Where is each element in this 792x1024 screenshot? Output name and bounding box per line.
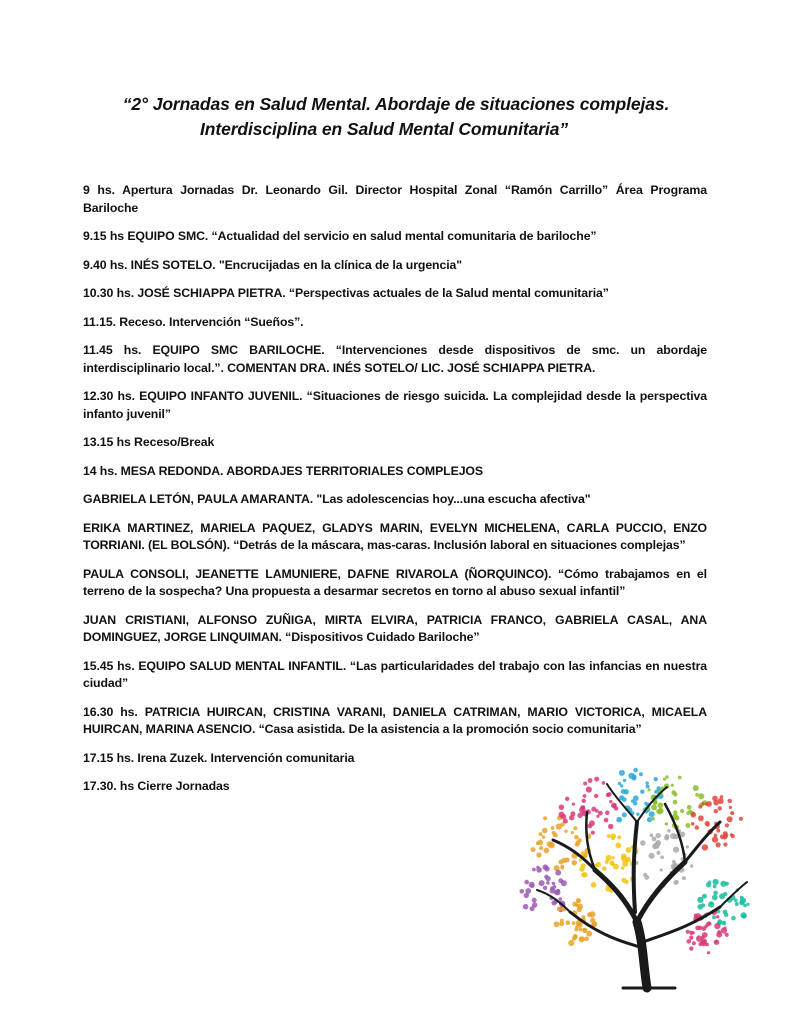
leaf-dot (608, 824, 613, 829)
leaf-dot (605, 811, 610, 816)
leaf-dot (698, 815, 704, 821)
leaf-dot (657, 802, 663, 808)
agenda-item: 15.45 hs. EQUIPO SALUD MENTAL INFANTIL. “Las particularidades del trabajo con las infancias en nuestra ciudad” (83, 658, 707, 690)
leaf-dot (523, 904, 529, 910)
leaf-dot (520, 889, 525, 894)
leaf-dot (687, 939, 692, 944)
leaf-dot (537, 840, 543, 846)
title-line-1: “2° Jornadas en Salud Mental. Abordaje de situaciones complejas. (122, 94, 670, 114)
leaf-dot (560, 919, 564, 923)
leaf-dot (690, 864, 694, 868)
leaf-dot (577, 900, 580, 903)
document-title (0, 92, 792, 142)
leaf-dot (602, 866, 607, 871)
leaf-dot (731, 916, 736, 921)
agenda-item: 17.30. hs Cierre Jornadas (83, 779, 230, 793)
leaf-dot (713, 891, 718, 896)
colorful-tree-illustration (515, 762, 755, 994)
leaf-dot (718, 798, 724, 804)
agenda-list (83, 182, 707, 807)
leaf-dot (702, 844, 708, 850)
leaf-dot (561, 858, 566, 863)
agenda-item: 9.15 hs EQUIPO SMC. “Actualidad del servicio en salud mental comunitaria de bariloche” (83, 229, 597, 243)
agenda-item: 9.40 hs. INÉS SOTELO. "Encrucijadas en la clínica de la urgencia" (83, 257, 462, 272)
leaf-dot (539, 832, 543, 836)
leaf-dot (572, 803, 575, 806)
leaf-dot (621, 866, 625, 870)
leaf-dot (725, 933, 729, 937)
leaf-dot (698, 805, 702, 809)
leaf-dot (595, 809, 599, 813)
leaf-dot (646, 784, 650, 788)
leaf-dot (606, 855, 612, 861)
leaf-dot (719, 893, 725, 899)
leaf-dot (591, 831, 595, 835)
leaf-dot (650, 834, 654, 838)
leaf-dot (654, 777, 658, 781)
leaf-dot (714, 923, 720, 929)
leaf-dot (607, 792, 611, 796)
leaf-dot (532, 898, 537, 903)
leaf-dot (632, 774, 637, 779)
leaf-dot (551, 900, 556, 905)
leaf-dot (532, 868, 536, 872)
leaf-dot (707, 951, 710, 954)
leaf-dot (654, 842, 660, 848)
leaf-dot (691, 822, 695, 826)
leaf-dot (619, 770, 625, 776)
leaf-dot (644, 875, 649, 880)
leaf-dot (621, 789, 626, 794)
leaf-dot (621, 853, 627, 859)
leaf-dot (743, 904, 747, 908)
leaf-dot (686, 930, 690, 934)
leaf-dot (613, 864, 619, 870)
leaf-dot (735, 902, 739, 906)
leaf-dot (639, 772, 643, 776)
leaf-dot (636, 813, 639, 816)
leaf-dot (723, 910, 728, 915)
leaf-dot (584, 937, 589, 942)
leaf-dot (660, 855, 664, 859)
leaf-dot (583, 782, 587, 786)
leaf-dot (569, 815, 574, 820)
leaf-dot (609, 800, 612, 803)
leaf-dot (531, 847, 536, 852)
leaf-dot (607, 834, 611, 838)
leaf-dot (656, 809, 662, 815)
leaf-dot (613, 804, 617, 808)
leaf-dot (746, 903, 749, 906)
leaf-dot (615, 843, 621, 849)
leaf-dot (696, 935, 702, 941)
leaf-dot (579, 859, 582, 862)
leaf-dot (622, 797, 627, 802)
agenda-item: 9 hs. Apertura Jornadas Dr. Leonardo Gil. Director Hospital Zonal “Ramón Carrillo” Área Programa Bariloche (83, 183, 707, 215)
leaf-dot (652, 837, 657, 842)
agenda-item: 13.15 hs Receso/Break (83, 435, 215, 449)
leaf-dot (552, 882, 556, 886)
leaf-dot (586, 787, 592, 793)
leaf-dot (555, 870, 561, 876)
leaf-dot (563, 819, 568, 824)
leaf-dot (671, 784, 674, 787)
leaf-dot (556, 824, 562, 830)
leaf-dot (589, 911, 595, 917)
leaf-dot (686, 811, 690, 815)
leaf-dot (646, 781, 649, 784)
leaf-dot (667, 829, 671, 833)
leaf-dot (560, 866, 564, 870)
leaf-dot (717, 930, 721, 934)
leaf-dot (559, 897, 563, 901)
leaf-dot (680, 809, 684, 813)
leaf-dot (532, 902, 537, 907)
leaf-dot (665, 834, 670, 839)
leaf-dot (713, 885, 717, 889)
leaf-dot (604, 818, 609, 823)
leaf-dot (673, 792, 677, 796)
leaf-dot (712, 895, 718, 901)
leaf-dot (730, 811, 734, 815)
leaf-dot (712, 915, 716, 919)
leaf-dot (731, 834, 735, 838)
leaf-dot (564, 830, 567, 833)
leaf-dot (544, 866, 549, 871)
leaf-dot (552, 831, 556, 835)
leaf-dot (647, 817, 652, 822)
leaf-dot (649, 853, 655, 859)
leaf-dot (554, 921, 560, 927)
leaf-dot (618, 782, 621, 785)
agenda-item: 17.15 hs. Irena Zuzek. Intervención comunitaria (83, 750, 355, 765)
leaf-dot (559, 805, 564, 810)
leaf-dot (714, 940, 719, 945)
leaf-dot (656, 851, 660, 855)
leaf-dot (542, 835, 546, 839)
leaf-dot (651, 804, 657, 810)
leaf-dot (626, 847, 632, 853)
leaf-dot (553, 885, 557, 889)
leaf-dot (720, 834, 725, 839)
leaf-dot (648, 788, 651, 791)
agenda-item: JUAN CRISTIANI, ALFONSO ZUÑIGA, MIRTA ELVIRA, PATRICIA FRANCO, GABRIELA CASAL, ANA DOMINGUEZ, JORGE LINQUIMAN. “Dispositivos Cuidado Bariloche” (83, 612, 707, 644)
leaf-dot (689, 935, 693, 939)
leaf-dot (695, 825, 699, 829)
leaf-dot (542, 828, 548, 834)
leaf-dot (574, 835, 579, 840)
leaf-dot (739, 817, 743, 821)
leaf-dot (706, 922, 710, 926)
leaf-dot (581, 872, 586, 877)
leaf-dot (623, 779, 626, 782)
leaf-dot (588, 824, 593, 829)
leaf-dot (698, 926, 702, 930)
leaf-dot (622, 812, 627, 817)
leaf-dot (714, 834, 718, 838)
leaf-dot (665, 775, 668, 778)
leaf-dot (723, 927, 726, 930)
leaf-dot (678, 776, 682, 780)
leaf-dot (583, 794, 587, 798)
leaf-dot (633, 801, 637, 805)
leaf-dot (582, 799, 586, 803)
agenda-item: 16.30 hs. PATRICIA HUIRCAN, CRISTINA VARANI, DANIELA CATRIMAN, MARIO VICTORICA, MICAELA HUIRCAN, MARINA ASENCIO. “Casa asistida. De la asistencia a la promoción socio comunitaria” (83, 704, 707, 736)
agenda-item: 12.30 hs. EQUIPO INFANTO JUVENIL. “Situaciones de riesgo suicida. La complejidad desde la perspectiva infanto juvenil” (83, 389, 707, 421)
leaf-dot (686, 845, 689, 848)
leaf-dot (561, 880, 567, 886)
leaf-dot (590, 918, 595, 923)
leaf-dot (544, 875, 548, 879)
leaf-dot (716, 829, 720, 833)
leaf-dot (591, 882, 597, 888)
agenda-item: 14 hs. MESA REDONDA. ABORDAJES TERRITORIALES COMPLEJOS (83, 463, 484, 478)
agenda-item: 11.15. Receso. Intervención “Sueños”. (83, 314, 304, 329)
leaf-dot (702, 802, 705, 805)
leaf-dot (633, 795, 639, 801)
leaf-dot (693, 785, 699, 791)
leaf-dot (713, 879, 719, 885)
leaf-dot (729, 806, 732, 809)
leaf-dot (720, 881, 726, 887)
leaf-dot (706, 823, 710, 827)
title-line-2: Interdisciplina en Salud Mental Comunitaria” (199, 119, 569, 139)
leaf-dot (579, 807, 585, 813)
leaf-dot (656, 833, 661, 838)
leaf-dot (685, 823, 690, 828)
agenda-item: ERIKA MARTINEZ, MARIELA PAQUEZ, GLADYS MARIN, EVELYN MICHELENA, CARLA PUCCIO, ENZO TORRIANI. (EL BOLSÓN). “Detrás de la máscara, mas-caras. Inclusión laboral en situaciones complejas” (83, 520, 707, 552)
leaf-dot (640, 790, 644, 794)
leaf-dot (602, 781, 606, 785)
leaf-dot (573, 934, 577, 938)
leaf-dot (611, 833, 616, 838)
leaf-dot (572, 921, 576, 925)
agenda-item: 10.30 hs. JOSÉ SCHIAPPA PIETRA. “Perspectivas actuales de la Salud mental comunitaria” (83, 286, 609, 300)
agenda-item: 11.45 hs. EQUIPO SMC BARILOCHE. “Intervenciones desde dispositivos de smc. un abordaje interdisciplinario local.”. COMENTAN DRA. INÉS SOTELO/ LIC. JOSÉ SCHIAPPA PIETRA. (83, 343, 707, 375)
leaf-dot (716, 842, 721, 847)
leaf-dot (743, 914, 747, 918)
leaf-dot (727, 816, 733, 822)
leaf-dot (593, 923, 597, 927)
leaf-dot (621, 878, 626, 883)
leaf-dot (701, 903, 705, 907)
leaf-dot (543, 816, 547, 820)
leaf-dot (698, 793, 704, 799)
leaf-dot (633, 768, 638, 773)
leaf-dot (575, 903, 579, 907)
leaf-dot (689, 931, 693, 935)
leaf-dot (714, 809, 718, 813)
leaf-dot (612, 856, 615, 859)
leaf-dot (580, 937, 584, 941)
leaf-dot (692, 941, 696, 945)
leaf-dot (728, 799, 732, 803)
leaf-dot (673, 800, 678, 805)
leaf-dot (539, 880, 545, 886)
leaf-dot (546, 881, 550, 885)
leaf-dot (691, 812, 696, 817)
leaf-dot (565, 797, 569, 801)
leaf-dot (579, 928, 583, 932)
leaf-dot (573, 826, 577, 830)
leaf-dot (705, 802, 708, 805)
leaf-dot (673, 847, 679, 853)
leaf-dot (531, 884, 535, 888)
leaf-dot (682, 876, 686, 880)
leaf-dot (551, 826, 555, 830)
leaf-dot (723, 842, 727, 846)
leaf-dot (581, 851, 586, 856)
leaf-dot (649, 811, 655, 817)
leaf-dot (673, 880, 678, 885)
leaf-dot (725, 823, 729, 827)
leaf-dot (640, 840, 645, 845)
leaf-dot (710, 901, 713, 904)
leaf-dot (524, 880, 529, 885)
leaf-dot (616, 817, 622, 823)
leaf-dot (536, 867, 542, 873)
leaf-dot (575, 925, 579, 929)
leaf-dot (579, 867, 584, 872)
leaf-dot (582, 928, 587, 933)
leaf-dot (566, 920, 571, 925)
leaf-dot (525, 888, 531, 894)
leaf-dot (571, 831, 574, 834)
leaf-dot (716, 915, 719, 918)
leaf-dot (687, 805, 692, 810)
leaf-dot (697, 897, 703, 903)
leaf-dot (594, 794, 598, 798)
leaf-dot (660, 868, 663, 871)
leaf-dot (665, 822, 668, 825)
leaf-dot (722, 922, 726, 926)
leaf-dot (543, 886, 547, 890)
leaf-dot (617, 835, 621, 839)
leaf-dot (539, 846, 543, 850)
leaf-dot (544, 848, 550, 854)
leaf-dot (712, 837, 718, 843)
leaf-dot (576, 840, 581, 845)
leaf-dot (588, 778, 593, 783)
leaf-dot (547, 841, 553, 847)
leaf-dot (712, 796, 718, 802)
agenda-item: PAULA CONSOLI, JEANETTE LAMUNIERE, DAFNE RIVAROLA (ÑORQUINCO). “Cómo trabajamos en el terreno de la sospecha? Una propuesta a desarmar secretos en torno al abuso sexual infantil” (83, 566, 707, 598)
leaf-dot (536, 852, 541, 857)
agenda-item: GABRIELA LETÓN, PAULA AMARANTA. "Las adolescencias hoy...una escucha afectiva" (83, 492, 591, 506)
leaf-dot (689, 946, 693, 950)
leaf-dot (557, 907, 562, 912)
leaf-dot (718, 806, 722, 810)
leaf-dot (572, 860, 577, 865)
leaf-dot (596, 862, 601, 867)
leaf-dot (568, 940, 574, 946)
leaf-dot (651, 817, 655, 821)
leaf-dot (577, 907, 582, 912)
leaf-dot (705, 943, 709, 947)
leaf-dot (706, 882, 711, 887)
leaf-dot (577, 813, 582, 818)
leaf-dot (598, 811, 603, 816)
leaf-dot (594, 777, 599, 782)
